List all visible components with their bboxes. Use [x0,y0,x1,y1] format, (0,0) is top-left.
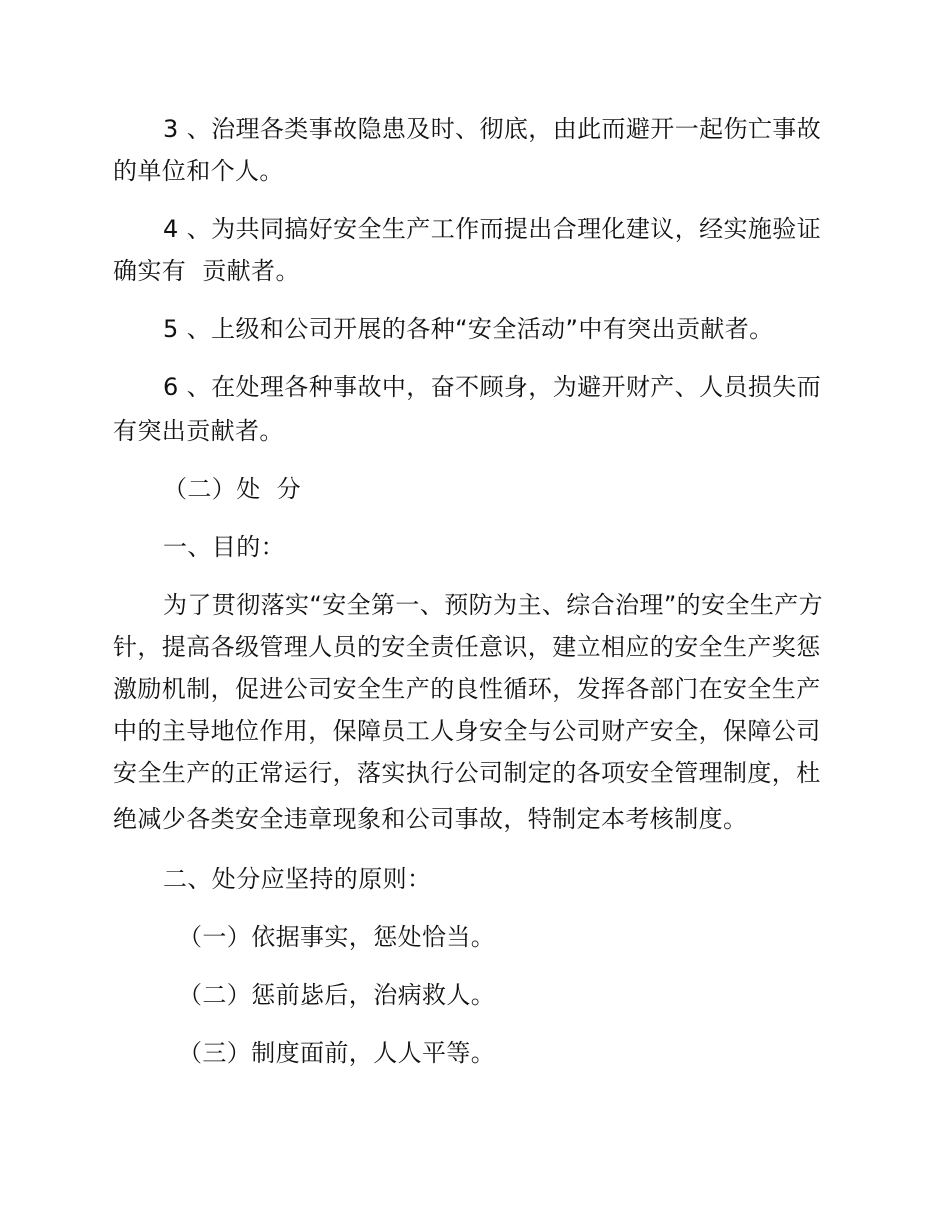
purpose-paragraph-line4: 中的主导地位作用，保障员工人身安全与公司财产安全，保障公司 [113,717,821,745]
heading-purpose: 一、目的： [163,533,285,561]
principle-3: （三）制度面前，人人平等。 [178,1039,496,1067]
purpose-paragraph-line2: 针，提高各级管理人员的安全责任意识，建立相应的安全生产奖惩 [113,633,821,661]
award-item-6-line1: 6 、在处理各种事故中，奋不顾身，为避开财产、人员损失而 [163,373,822,401]
principle-1: （一）依据事实，惩处恰当。 [178,923,496,951]
heading-principles: 二、处分应坚持的原则： [163,865,432,893]
purpose-paragraph-line1: 为了贯彻落实“安全第一、预防为主、综合治理”的安全生产方 [163,591,824,619]
award-item-3-line2: 的单位和个人。 [113,157,284,185]
purpose-paragraph-line3: 激励机制，促进公司安全生产的良性循环，发挥各部门在安全生产 [113,675,821,703]
award-item-4-line1: 4 、为共同搞好安全生产工作而提出合理化建议，经实施验证 [163,215,822,243]
award-item-4-line2: 确实有 贡献者。 [113,257,300,285]
section-heading-punishment: （二）处 分 [163,475,302,503]
purpose-paragraph-line6: 绝减少各类安全违章现象和公司事故，特制定本考核制度。 [113,805,748,833]
award-item-5: 5 、上级和公司开展的各种“安全活动”中有突出贡献者。 [163,315,774,343]
award-item-3-line1: 3 、治理各类事故隐患及时、彻底，由此而避开一起伤亡事故 [163,115,822,143]
purpose-paragraph-line5: 安全生产的正常运行，落实执行公司制定的各项安全管理制度，杜 [113,759,821,787]
award-item-6-line2: 有突出贡献者。 [113,417,284,445]
principle-2: （二）惩前毖后，治病救人。 [178,981,496,1009]
